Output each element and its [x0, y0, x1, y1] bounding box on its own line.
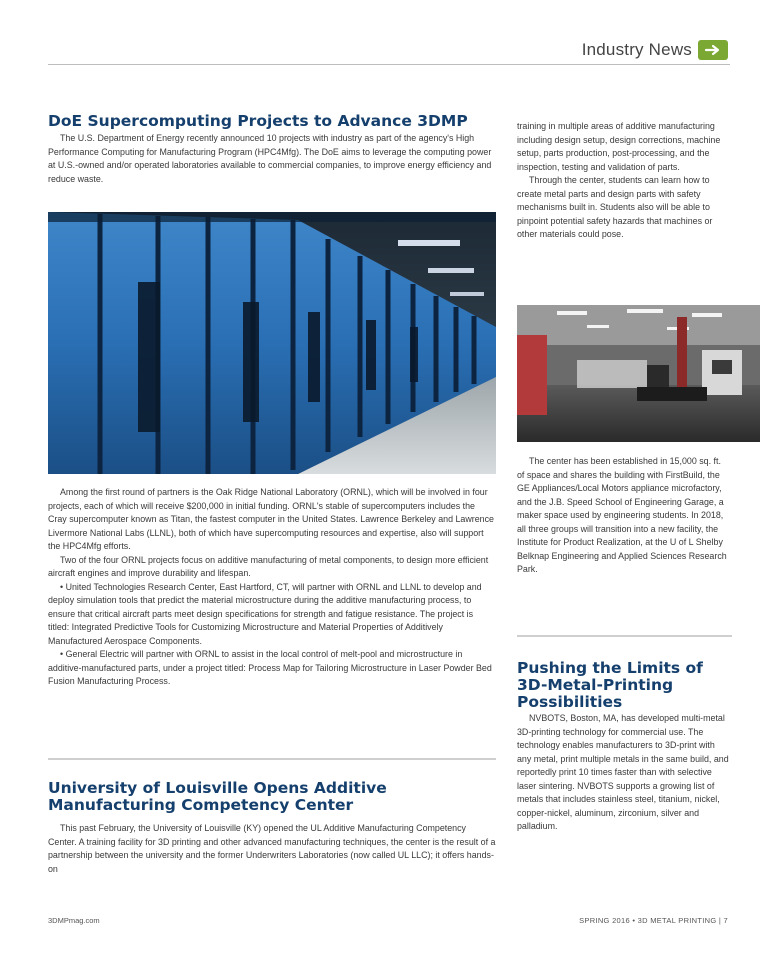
- doe-paragraph-1: Among the first round of partners is the Oak Ridge National Laboratory (ORNL), which will be involved in four projects, each of which will receive $200,000 in initial funding. ORNL's stable of supercomputers includes the Cray supercomputer known as Titan, the fastest computer in the United States. Lawrence Berkeley and Lawrence Livermore National Labs (LLNL), both of which have supercomputing resources and expertise, also will support the HPC4Mfg efforts.: [48, 487, 494, 551]
- section-header: [582, 40, 728, 60]
- louisville-article-title: University of Louisville Opens Additive Manufacturing Competency Center: [48, 779, 387, 814]
- doe-paragraph-3: • United Technologies Research Center, East Hartford, CT, will partner with ORNL and LLNL to develop and deploy simulation tools that predict the material microstructure during the additive manufacturing process, to ensure that critical aircraft parts meet design specifications for strength and fatigue resistance. The project is titled: Integrated Predictive Tools for Customizing Microstructure and Material Properties of Additively Manufactured Aerospace Components.: [48, 581, 482, 646]
- right-arrow-icon: [698, 40, 728, 60]
- louisville-continued-block: [517, 120, 729, 242]
- footer-website: 3DMPmag.com: [48, 916, 100, 925]
- doe-intro-block: [48, 132, 496, 186]
- pushing-body-block: [517, 712, 729, 834]
- louisville-continued-2: Through the center, students can learn how to create metal parts and design parts with safety mechanisms built in. Students also will be able to pinpoint potential safety hazards that machines or other materials could pose.: [517, 175, 713, 239]
- doe-paragraph-4: • General Electric will partner with ORNL to assist in the local control of melt-pool and microstructure in additive-manufactured parts, under a project titled: Process Map for Tailoring Microstructure in Laser Powder Bed Fusion Manufacturing Process.: [48, 649, 492, 686]
- section-label: Industry News: [581, 40, 692, 59]
- pushing-article-title: Pushing the Limits of 3D-Metal-Printing Possibilities: [517, 659, 703, 711]
- louisville-continued-block-2: [517, 455, 729, 577]
- doe-article-title: DoE Supercomputing Projects to Advance 3DMP: [48, 112, 468, 130]
- louisville-continued-1: training in multiple areas of additive manufacturing including design setup, design corrections, machine setup, parts production, post-processing, and the inspection, testing and validation of parts.: [517, 121, 721, 172]
- louisville-body-block: [48, 822, 496, 876]
- footer-issue-page: SPRING 2016 • 3D METAL PRINTING | 7: [579, 916, 728, 925]
- competency-center-photo: [517, 305, 760, 442]
- article-divider: [48, 758, 496, 760]
- header-divider: [48, 64, 730, 65]
- article-divider-right: [517, 635, 732, 637]
- louisville-continued-3: The center has been established in 15,000 sq. ft. of space and shares the building with FirstBuild, the GE Appliances/Local Motors appliance microfactory, and the J.B. Speed School of Engineering Garage, a maker space used by engineering students. In 2018, all three groups will transition into a new facility, the Institute for Product Realization, at the U of L Shelby Belknap Engineering and Applied Sciences Research Park.: [517, 456, 727, 574]
- pushing-paragraph-1: NVBOTS, Boston, MA, has developed multi-metal 3D-printing technology for commercial use. The technology enables manufacturers to 3D-print with any metal, print multiple metals in the same build, and reportedly print 10 times faster than with selective laser sintering. NVBOTS supports a growing list of metals that includes stainless steel, titanium, nickel, copper-nickel, aluminum, zirconium, silver and palladium.: [517, 713, 729, 831]
- supercomputer-photo: [48, 212, 496, 474]
- louisville-paragraph-1: This past February, the University of Louisville (KY) opened the UL Additive Manufacturing Competency Center. A training facility for 3D printing and other advanced manufacturing techniques, the center is the result of a partnership between the university and the former Underwriters Laboratories (now called UL LLC); it offers hands-on: [48, 823, 496, 874]
- doe-body-block: [48, 486, 496, 689]
- doe-intro-paragraph: The U.S. Department of Energy recently announced 10 projects with industry as part of the agency's High Performance Computing for Manufacturing Program (HPC4Mfg). The DoE aims to leverage the computing power at U.S.-owned and/or operated laboratories available to commercial companies, to improve energy efficiency and reduce waste.: [48, 133, 492, 184]
- doe-paragraph-2: Two of the four ORNL projects focus on additive manufacturing of metal components, to design more efficient aircraft engines and improve durability and lifespan.: [48, 554, 489, 578]
